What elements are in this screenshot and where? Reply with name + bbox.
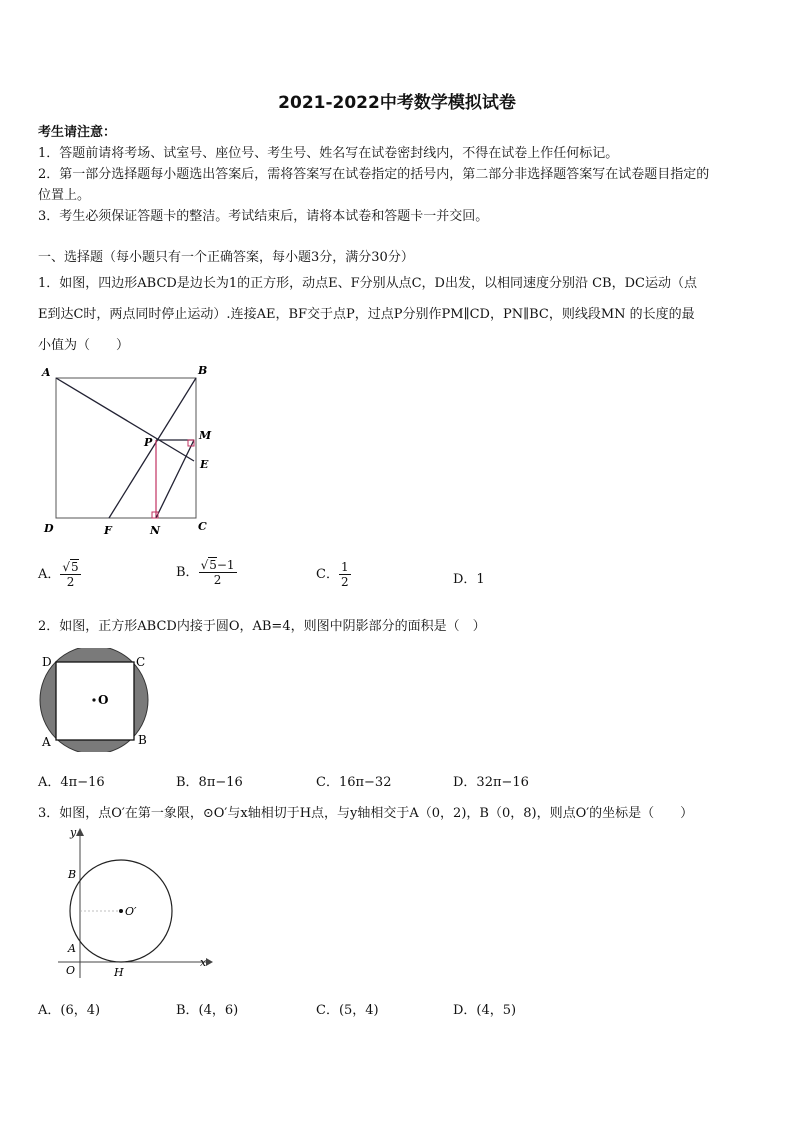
notice-heading: 考生请注意：: [38, 125, 117, 140]
label-b: B: [198, 364, 208, 377]
option-d[interactable]: D．1: [453, 572, 485, 587]
label-c: C: [198, 520, 207, 533]
y-axis-arrow: [76, 828, 84, 836]
notice-item: 1．答题前请将考场、试室号、座位号、考生号、姓名写在试卷密封线内，不得在试卷上作任何标记。: [38, 146, 619, 161]
numerator: 1: [340, 560, 349, 574]
label-c: C: [136, 655, 146, 669]
numerator-tail: −1: [216, 558, 235, 572]
radicand: 5: [71, 560, 79, 574]
option-c[interactable]: C．(5，4): [316, 1003, 379, 1018]
label-b: B: [68, 868, 77, 881]
option-a[interactable]: [38, 560, 81, 589]
question-1-line: E到达C时，两点同时停止运动）.连接AE，BF交于点P，过点P分别作PM∥CD，PN∥BC，则线段MN 的长度的最: [38, 307, 695, 322]
option-c[interactable]: C．16π−32: [316, 775, 392, 790]
center-dot: [92, 698, 95, 701]
fraction: [339, 560, 351, 589]
label-d: D: [44, 522, 54, 535]
label-o: O: [66, 964, 76, 977]
fraction: $\frac{√5}{2}$: [62, 560, 79, 589]
notice-item: 3．考生必须保证答题卡的整洁。考试结束后，请将本试卷和答题卡一并交回。: [38, 209, 489, 224]
segment-bf: [109, 378, 196, 518]
square-abcd: [56, 378, 196, 518]
option-b[interactable]: [176, 558, 237, 587]
notice-item: 2．第一部分选择题每小题选出答案后，需将答案写在试卷指定的括号内，第二部分非选择题答案写在试卷题目指定的: [38, 167, 710, 182]
question-1-line: 1．如图，四边形ABCD是边长为1的正方形，动点E、F分别从点C，D出发，以相同速度分别沿 CB，DC运动（点: [38, 276, 697, 291]
option-a[interactable]: A．4π−16: [38, 775, 105, 790]
label-y: y: [70, 826, 77, 839]
denominator: 2: [66, 575, 75, 589]
option-prefix: C．: [316, 567, 339, 582]
q3-coordinate-figure: [58, 826, 218, 982]
option-b[interactable]: B．8π−16: [176, 775, 243, 790]
label-n: N: [150, 524, 161, 537]
segment-mn: [156, 440, 194, 518]
label-h: H: [114, 966, 124, 979]
label-a: A: [42, 366, 51, 379]
section-heading: 一、选择题（每小题只有一个正确答案，每小题3分，满分30分）: [38, 250, 414, 265]
fraction: $\frac{√5-1}{2}$: [200, 558, 235, 587]
option-d[interactable]: D．32π−16: [453, 775, 529, 790]
label-x: x: [200, 956, 207, 969]
label-a: A: [68, 942, 76, 955]
question-1-line: 小值为（ ）: [38, 338, 130, 353]
option-d[interactable]: D．(4，5): [453, 1003, 517, 1018]
label-a: A: [42, 735, 51, 749]
label-e: E: [200, 458, 209, 471]
option-prefix: B．: [176, 565, 199, 580]
label-p: P: [144, 436, 153, 449]
label-d: D: [42, 655, 52, 669]
option-prefix: A．: [38, 567, 61, 582]
option-a[interactable]: A．(6，4): [38, 1003, 101, 1018]
label-b: B: [138, 733, 147, 747]
label-m: M: [199, 429, 212, 442]
option-c[interactable]: [316, 560, 351, 589]
radicand: 5: [209, 558, 217, 572]
q1-square-figure: [36, 362, 226, 542]
option-b[interactable]: B．(4，6): [176, 1003, 239, 1018]
center-dot: [119, 909, 123, 913]
label-f: F: [104, 524, 112, 537]
notice-item: 位置上。: [38, 188, 91, 203]
x-axis-arrow: [206, 958, 213, 966]
label-o-prime: O′: [125, 905, 137, 918]
page-title: 2021-2022中考数学模拟试卷: [278, 93, 516, 113]
label-o: O: [98, 693, 109, 707]
denominator: 2: [213, 573, 222, 587]
question-2-text: 2．如图，正方形ABCD内接于圆O，AB=4，则图中阴影部分的面积是（ ）: [38, 619, 486, 634]
question-3-text: 3．如图，点O′在第一象限，⊙O′与x轴相切于H点，与y轴相交于A（0，2)，B（0，8)，则点O′的坐标是（ ）: [38, 806, 694, 821]
q2-circle-square-figure: [32, 648, 162, 752]
denominator: 2: [340, 575, 349, 589]
segment-ae: [56, 378, 194, 461]
